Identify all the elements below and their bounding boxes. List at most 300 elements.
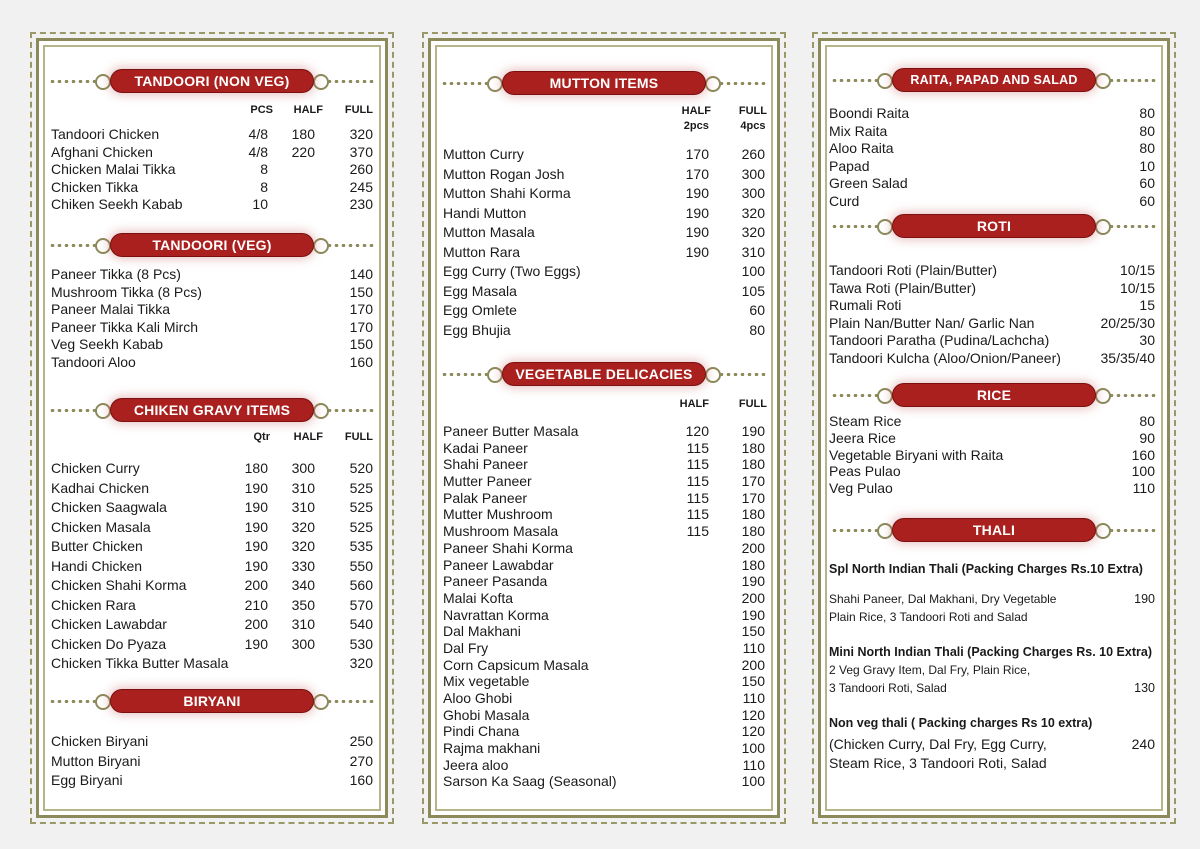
price-full: 180 [741, 523, 765, 540]
price-full: 60 [1139, 192, 1155, 209]
price-full: 190 [741, 423, 765, 439]
item-name: Chicken Curry [51, 460, 140, 476]
price-col-2: 180 [291, 126, 315, 142]
menu-item-row [51, 126, 373, 144]
price-col-1: 190 [244, 499, 268, 515]
item-list-vegetable [443, 423, 765, 790]
item-name: Mutton Rogan Josh [443, 165, 565, 182]
price-full: 160 [1131, 446, 1155, 463]
price-full: 200 [741, 656, 765, 673]
section-banner-chicken-gravy [49, 398, 375, 422]
section-banner-vegetable [441, 362, 767, 386]
menu-item-row [51, 196, 373, 214]
section-title: RAITA, PAPAD AND SALAD [893, 69, 1095, 91]
item-name: Chicken Tikka [51, 178, 139, 195]
item-name: Mutton Masala [443, 224, 535, 240]
column-header-half: HALF [293, 431, 323, 443]
item-name: Peas Pulao [829, 463, 901, 480]
item-name: Mutter Paneer [443, 473, 532, 490]
item-name: Egg Masala [443, 282, 517, 299]
item-name: Handi Chicken [51, 557, 143, 574]
price-col-1: 120 [685, 423, 709, 439]
item-name: Steam Rice [829, 413, 902, 429]
section-title: MUTTON ITEMS [503, 72, 705, 94]
item-name: Mushroom Tikka (8 Pcs) [51, 283, 202, 300]
item-name: Plain Nan/Butter Nan/ Garlic Nan [829, 314, 1035, 331]
item-name: Chicken Malai Tikka [51, 161, 176, 177]
price-col-1: 115 [686, 489, 709, 506]
price-full: 150 [741, 623, 765, 640]
price-full: 160 [349, 353, 373, 370]
section-banner-tandoori-nonveg [49, 69, 375, 93]
item-name: Egg Curry (Two Eggs) [443, 263, 581, 279]
price-full: 80 [1139, 413, 1155, 429]
item-name: Paneer Butter Masala [443, 423, 579, 439]
price-col-1: 190 [685, 185, 709, 201]
item-name: Tandoori Kulcha (Aloo/Onion/Paneer) [829, 349, 1061, 366]
price-full: 320 [741, 204, 765, 221]
price-col-2: 320 [291, 518, 315, 535]
menu-item-row [51, 284, 373, 302]
price-col-1: 115 [686, 523, 709, 540]
column-header-half: HALF 2pcs [681, 105, 711, 132]
price-full: 570 [349, 596, 373, 613]
price-full: 525 [349, 518, 373, 535]
menu-item-row [829, 430, 1155, 447]
menu-item-row [443, 590, 765, 607]
price-full: 110 [742, 690, 765, 706]
price-full: 535 [349, 538, 373, 554]
price-full: 550 [349, 557, 373, 574]
price-full: 160 [349, 772, 373, 788]
thali-mini-description: 2 Veg Gravy Item, Dal Fry, Plain Rice, 3 Tandoori Roti, Salad [829, 663, 1031, 695]
price-col-1: 170 [685, 165, 709, 182]
price-col-1: 190 [244, 538, 268, 554]
section-title: ROTI [893, 215, 1095, 237]
menu-item-row [829, 175, 1155, 193]
menu-item-row [443, 204, 765, 224]
menu-item-row [443, 506, 765, 523]
item-list-rice [829, 413, 1155, 497]
column-header-half: HALF [679, 398, 709, 410]
menu-item-row [51, 479, 373, 499]
menu-item-row [829, 297, 1155, 315]
section-title: VEGETABLE DELICACIES [503, 363, 705, 385]
item-list-roti [829, 262, 1155, 367]
menu-item-row [443, 523, 765, 540]
item-list-chicken-gravy [51, 459, 373, 674]
menu-item-row [829, 315, 1155, 333]
menu-item-row [443, 707, 765, 724]
thali-mini-price: 130 [1134, 681, 1155, 695]
item-name: Curd [829, 192, 860, 209]
price-col-2: 330 [291, 557, 315, 574]
menu-item-row [443, 262, 765, 282]
section-title: THALI [893, 519, 1095, 541]
price-full: 180 [741, 456, 765, 473]
price-col-1: 8 [260, 178, 268, 195]
menu-item-row [51, 459, 373, 479]
price-full: 10/15 [1119, 262, 1155, 278]
item-name: Mix Raita [829, 122, 888, 139]
price-col-1: 115 [686, 506, 709, 523]
item-list-tandoori-veg [51, 266, 373, 371]
menu-item-row [443, 490, 765, 507]
item-name: Pindi Chana [443, 723, 520, 740]
item-list-raita [829, 105, 1155, 210]
menu-item-row [51, 319, 373, 337]
item-name: Mutton Curry [443, 146, 524, 162]
menu-item-row [51, 771, 373, 791]
menu-item-row [51, 354, 373, 372]
price-full: 525 [349, 499, 373, 515]
item-name: Chicken Biryani [51, 733, 149, 749]
price-full: 170 [349, 301, 373, 317]
item-name: Green Salad [829, 175, 908, 191]
item-name: Afghani Chicken [51, 143, 153, 160]
price-col-2: 350 [291, 596, 315, 613]
price-col-1: 190 [244, 479, 268, 496]
price-full: 230 [349, 196, 373, 212]
price-col-2: 340 [291, 577, 315, 593]
menu-item-row [443, 440, 765, 457]
menu-item-row [51, 615, 373, 635]
price-col-1: 200 [244, 616, 268, 632]
menu-item-row [51, 144, 373, 162]
menu-item-row [443, 607, 765, 624]
price-col-1: 115 [686, 456, 709, 473]
price-col-1: 190 [685, 224, 709, 240]
menu-item-row [443, 573, 765, 590]
price-col-1: 115 [686, 473, 709, 490]
price-full: 300 [741, 165, 765, 182]
price-full: 180 [741, 439, 765, 456]
price-full: 370 [349, 143, 373, 160]
price-full: 80 [1139, 122, 1155, 139]
price-full: 105 [741, 282, 765, 299]
item-name: Egg Omlete [443, 302, 517, 318]
section-banner-thali [831, 518, 1157, 542]
section-title: TANDOORI (NON VEG) [111, 70, 313, 92]
menu-item-row [829, 123, 1155, 141]
price-full: 150 [349, 283, 373, 300]
menu-item-row [51, 537, 373, 557]
menu-item-row [51, 498, 373, 518]
price-full: 110 [742, 756, 765, 773]
price-full: 245 [349, 178, 373, 195]
menu-item-row [443, 757, 765, 774]
price-full: 120 [741, 723, 765, 740]
column-header-full: FULL [344, 104, 373, 116]
price-col-1: 10 [252, 196, 268, 212]
menu-item-row [443, 301, 765, 321]
section-banner-biryani [49, 689, 375, 713]
item-name: Paneer Shahi Korma [443, 539, 573, 556]
item-name: Tawa Roti (Plain/Butter) [829, 279, 977, 296]
menu-item-row [443, 165, 765, 185]
thali-spl-description: Shahi Paneer, Dal Makhani, Dry Vegetable Plain Rice, 3 Tandoori Roti and Salad [829, 592, 1057, 624]
menu-item-row [443, 321, 765, 341]
price-full: 110 [742, 639, 765, 656]
item-name: Paneer Malai Tikka [51, 301, 171, 317]
price-full: 260 [349, 161, 373, 177]
item-name: Mutton Rara [443, 243, 521, 260]
price-full: 300 [741, 185, 765, 201]
menu-item-row [51, 179, 373, 197]
item-name: Jeera aloo [443, 756, 509, 773]
price-col-1: 200 [244, 577, 268, 593]
section-title: CHIKEN GRAVY ITEMS [111, 399, 313, 421]
price-col-1: 115 [686, 439, 709, 456]
section-title: BIRYANI [111, 690, 313, 712]
column-header-qtr: Qtr [253, 431, 270, 443]
price-full: 180 [741, 506, 765, 523]
item-name: Shahi Paneer [443, 456, 528, 473]
price-full: 190 [741, 606, 765, 623]
menu-item-row [829, 158, 1155, 176]
item-name: Chicken Tikka Butter Masala [51, 655, 229, 671]
item-name: Paneer Pasanda [443, 573, 548, 590]
item-name: Palak Paneer [443, 489, 528, 506]
menu-item-row [51, 266, 373, 284]
menu-item-row [51, 635, 373, 655]
price-full: 525 [349, 479, 373, 496]
menu-item-row [829, 105, 1155, 123]
item-name: Rajma makhani [443, 740, 541, 757]
menu-panel-middle [428, 38, 780, 818]
menu-item-row [51, 752, 373, 772]
menu-item-row [51, 301, 373, 319]
menu-item-row [51, 732, 373, 752]
item-name: Tandoori Roti (Plain/Butter) [829, 262, 998, 278]
item-name: Mutter Mushroom [443, 506, 553, 523]
price-full: 260 [741, 146, 765, 162]
column-header-full: FULL [344, 431, 373, 443]
menu-item-row [51, 336, 373, 354]
menu-item-row [443, 723, 765, 740]
price-col-2: 220 [291, 143, 315, 160]
thali-nonveg-title: Non veg thali ( Packing charges Rs 10 extra) [829, 716, 1093, 730]
item-name: Veg Pulao [829, 480, 893, 497]
price-full: 80 [749, 321, 765, 338]
price-full: 170 [741, 473, 765, 490]
menu-item-row [829, 350, 1155, 368]
menu-panel-left [36, 38, 388, 818]
price-full: 35/35/40 [1100, 349, 1155, 366]
price-col-1: 8 [260, 161, 268, 177]
price-full: 100 [1131, 463, 1155, 480]
price-col-1: 190 [244, 557, 268, 574]
section-banner-roti [831, 214, 1157, 238]
menu-item-row [829, 280, 1155, 298]
menu-item-row [51, 557, 373, 577]
price-col-1: 210 [244, 596, 268, 613]
price-col-1: 190 [244, 635, 268, 652]
menu-item-row [443, 145, 765, 165]
item-name: Egg Bhujia [443, 321, 511, 338]
price-col-2: 310 [291, 616, 315, 632]
price-full: 270 [349, 752, 373, 769]
price-full: 170 [349, 318, 373, 335]
item-name: Navrattan Korma [443, 606, 549, 623]
menu-item-row [51, 596, 373, 616]
price-full: 80 [1139, 105, 1155, 121]
menu-item-row [443, 657, 765, 674]
menu-panel-right [818, 38, 1170, 818]
price-full: 520 [349, 460, 373, 476]
price-full: 80 [1139, 140, 1155, 156]
menu-item-row [829, 413, 1155, 430]
thali-spl-title: Spl North Indian Thali (Packing Charges Rs.10 Extra) [829, 562, 1143, 576]
price-col-1: 180 [244, 460, 268, 476]
item-name: Chicken Do Pyaza [51, 635, 167, 652]
item-name: Aloo Raita [829, 140, 894, 156]
price-full: 10 [1139, 157, 1155, 174]
item-name: Chicken Shahi Korma [51, 577, 187, 593]
menu-item-row [829, 140, 1155, 158]
menu-item-row [829, 463, 1155, 480]
price-full: 320 [349, 126, 373, 142]
price-full: 20/25/30 [1100, 314, 1155, 331]
item-name: Paneer Lawabdar [443, 556, 554, 573]
column-header-half: HALF [293, 104, 323, 116]
column-header-full: FULL 4pcs [738, 105, 767, 132]
menu-item-row [443, 740, 765, 757]
item-name: Chicken Saagwala [51, 499, 167, 515]
item-name: Chicken Lawabdar [51, 616, 167, 632]
menu-item-row [829, 262, 1155, 280]
price-full: 140 [349, 266, 373, 282]
item-name: Mix vegetable [443, 673, 530, 690]
menu-item-row [51, 161, 373, 179]
item-name: Aloo Ghobi [443, 690, 513, 706]
thali-nonveg-description: (Chicken Curry, Dal Fry, Egg Curry, Steam Rice, 3 Tandoori Roti, Salad [829, 736, 1047, 771]
price-full: 110 [1132, 480, 1155, 497]
thali-spl-price: 190 [1134, 592, 1155, 606]
menu-item-row [51, 518, 373, 538]
price-full: 100 [741, 740, 765, 757]
item-name: Tandoori Chicken [51, 126, 160, 142]
price-full: 320 [349, 655, 373, 671]
section-title: TANDOORI (VEG) [111, 234, 313, 256]
price-full: 90 [1139, 429, 1155, 446]
item-name: Boondi Raita [829, 105, 910, 121]
item-name: Chicken Masala [51, 518, 151, 535]
price-full: 250 [349, 733, 373, 749]
item-name: Jeera Rice [829, 429, 896, 446]
price-col-2: 310 [291, 499, 315, 515]
item-list-biryani [51, 732, 373, 791]
item-name: Mutton Biryani [51, 752, 141, 769]
menu-item-row [443, 282, 765, 302]
menu-item-row [443, 623, 765, 640]
item-name: Chicken Rara [51, 596, 136, 613]
price-col-1: 170 [685, 146, 709, 162]
item-name: Kadhai Chicken [51, 479, 150, 496]
item-name: Egg Biryani [51, 772, 123, 788]
menu-item-row [443, 473, 765, 490]
item-name: Mushroom Masala [443, 523, 559, 540]
item-name: Vegetable Biryani with Raita [829, 446, 1004, 463]
price-full: 560 [349, 577, 373, 593]
menu-item-row [443, 640, 765, 657]
price-col-2: 300 [291, 635, 315, 652]
item-name: Veg Seekh Kabab [51, 336, 164, 352]
menu-item-row [829, 193, 1155, 211]
section-banner-mutton [441, 71, 767, 95]
price-col-1: 4/8 [248, 143, 268, 160]
menu-item-row [443, 557, 765, 574]
menu-item-row [829, 447, 1155, 464]
item-name: Dal Fry [443, 639, 489, 656]
item-name: Ghobi Masala [443, 706, 530, 723]
price-full: 190 [741, 573, 765, 590]
menu-item-row [443, 223, 765, 243]
section-title: RICE [893, 384, 1095, 406]
item-list-mutton [443, 145, 765, 340]
price-full: 150 [349, 336, 373, 352]
section-banner-raita [831, 68, 1157, 92]
price-full: 60 [749, 302, 765, 318]
item-name: Tandoori Paratha (Pudina/Lachcha) [829, 332, 1050, 348]
menu-item-row [829, 332, 1155, 350]
price-full: 120 [741, 706, 765, 723]
price-col-1: 190 [685, 243, 709, 260]
price-full: 170 [741, 489, 765, 506]
item-name: Rumali Roti [829, 297, 902, 313]
price-full: 200 [741, 539, 765, 556]
item-name: Papad [829, 157, 870, 174]
item-name: Tandoori Aloo [51, 353, 136, 370]
item-name: Dal Makhani [443, 623, 521, 640]
menu-item-row [443, 673, 765, 690]
price-full: 180 [741, 556, 765, 573]
thali-mini-title: Mini North Indian Thali (Packing Charges Rs. 10 Extra) [829, 645, 1152, 659]
menu-item-row [443, 690, 765, 707]
item-name: Handi Mutton [443, 204, 527, 221]
menu-item-row [443, 423, 765, 440]
item-name: Butter Chicken [51, 538, 143, 554]
item-list-tandoori-nonveg [51, 126, 373, 214]
price-col-2: 300 [291, 460, 315, 476]
item-name: Sarson Ka Saag (Seasonal) [443, 773, 617, 790]
price-col-1: 190 [685, 204, 709, 221]
thali-nonveg-price: 240 [1131, 736, 1155, 752]
price-full: 100 [741, 263, 765, 279]
column-header-full: FULL [738, 398, 767, 410]
price-full: 530 [349, 635, 373, 652]
item-name: Malai Kofta [443, 589, 514, 606]
price-full: 200 [741, 589, 765, 606]
item-name: Corn Capsicum Masala [443, 656, 589, 673]
price-col-1: 190 [244, 518, 268, 535]
menu-item-row [443, 773, 765, 790]
price-col-1: 4/8 [248, 126, 268, 142]
price-full: 60 [1139, 175, 1155, 191]
item-name: Mutton Shahi Korma [443, 185, 571, 201]
price-full: 30 [1139, 332, 1155, 348]
price-col-2: 320 [291, 538, 315, 554]
menu-item-row [443, 456, 765, 473]
item-name: Paneer Tikka Kali Mirch [51, 318, 199, 335]
price-full: 150 [741, 673, 765, 690]
price-full: 310 [741, 243, 765, 260]
price-col-2: 310 [291, 479, 315, 496]
section-banner-tandoori-veg [49, 233, 375, 257]
price-full: 100 [741, 773, 765, 790]
item-name: Kadai Paneer [443, 439, 528, 456]
price-full: 540 [349, 616, 373, 632]
